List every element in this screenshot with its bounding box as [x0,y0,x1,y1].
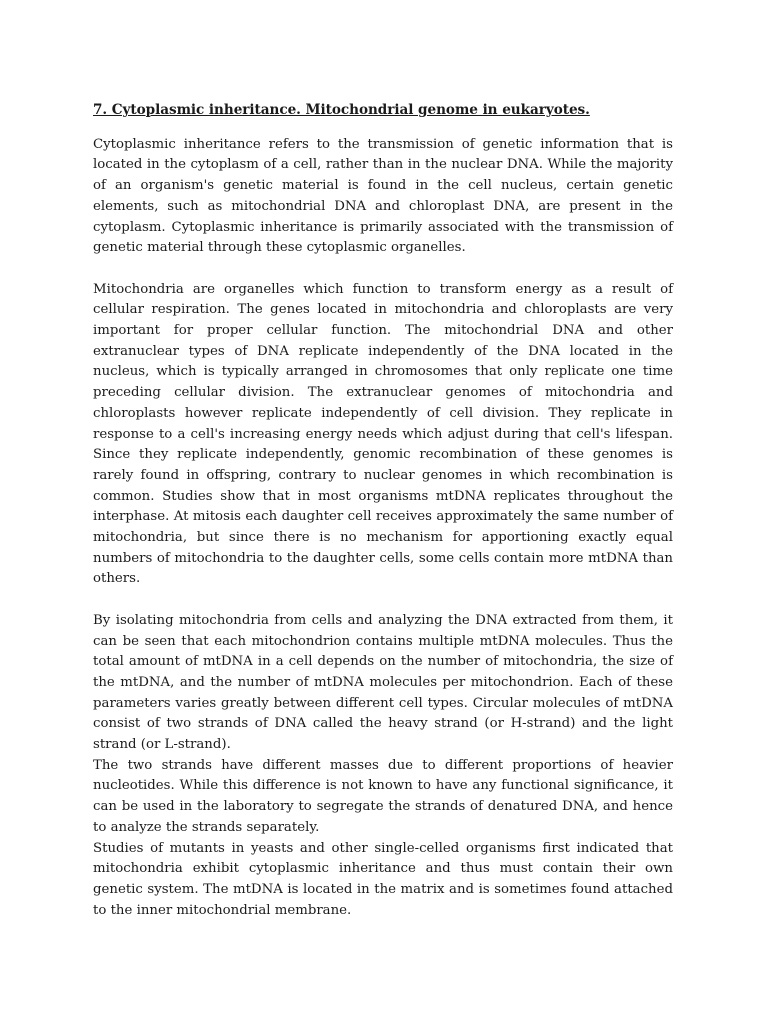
paragraph-cytoplasmic-inheritance: Cytoplasmic inheritance refers to the transmission of genetic information that is located in the cytoplasm of a cell, rather than in the nuclear DNA. While the majority of an organism's genetic material is found in the cell nucleus, certain genetic elements, such as mitochondrial DNA and chloroplast DNA, are present in the cytoplasm. Cytoplasmic inheritance is primarily associated with the transmission of genetic material through these cytoplasmic organelles. [93,136,673,256]
paragraph-mutant-studies: Studies of mutants in yeasts and other single-celled organisms first indicated that mitochondria exhibit cytoplasmic inheritance and thus must contain their own genetic system. The mtDNA is located in the matrix and is sometimes found attached to the inner mitochondrial membrane. [93,840,673,918]
paragraph-mitochondria-function: Mitochondria are organelles which function to transform energy as a result of cellular respiration. The genes located in mitochondria and chloroplasts are very important for proper cellular function. The mitochondrial DNA and other extranuclear types of DNA replicate independently of the DNA located in the nucleus, which is typically arranged in chromosomes that only replicate one time preceding cellular division. The extranuclear genomes of mitochondria and chloroplasts however replicate independently of cell division. They replicate in response to a cell's increasing energy needs which adjust during that cell's lifespan. Since they replicate independently, genomic recombination of these genomes is rarely found in offspring, contrary to nuclear genomes in which recombination is common. Studies show that in most organisms mtDNA replicates throughout the interphase. At mitosis each daughter cell receives approximately the same number of mitochondria, but since there is no mechanism for apportioning exactly equal numbers of mitochondria to the daughter cells, some cells contain more mtDNA than others. [93,281,673,587]
section-heading: 7. Cytoplasmic inheritance. Mitochondrial genome in eukaryotes. [93,102,590,118]
document-body [93,100,673,921]
paragraph-strand-masses: The two strands have different masses due to different proportions of heavier nucleotides. While this difference is not known to have any functional significance, it can be used in the laboratory to segregate the strands of denatured DNA, and hence to analyze the strands separately. [93,757,673,835]
paragraph-isolating-mitochondria: By isolating mitochondria from cells and analyzing the DNA extracted from them, it can be seen that each mitochondrion contains multiple mtDNA molecules. Thus the total amount of mtDNA in a cell depends on the number of mitochondria, the size of the mtDNA, and the number of mtDNA molecules per mitochondrion. Each of these parameters varies greatly between different cell types. Circular molecules of mtDNA consist of two strands of DNA called the heavy strand (or H-strand) and the light strand (or L-strand). [93,612,673,753]
